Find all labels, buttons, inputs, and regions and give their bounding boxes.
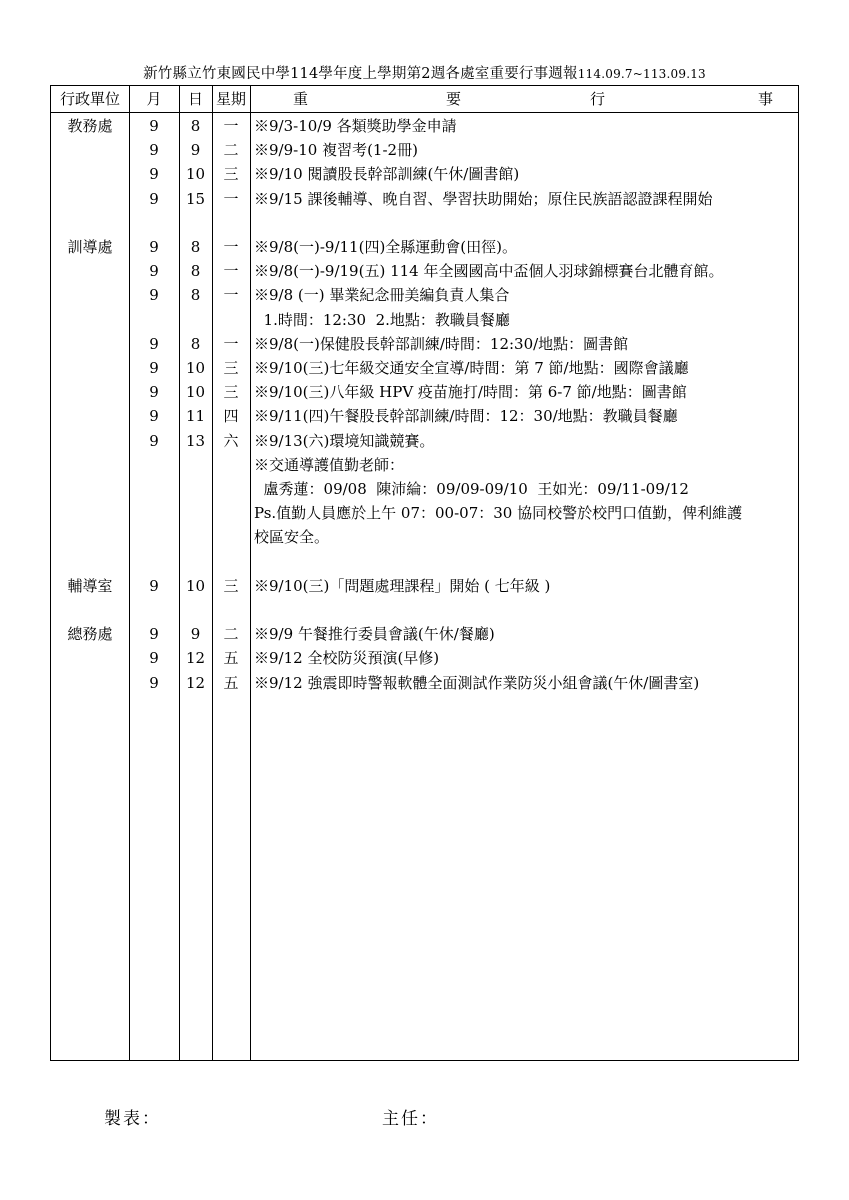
row-month [129, 525, 179, 549]
row-unit [51, 477, 129, 501]
row-weekday: 一 [223, 334, 239, 353]
row-weekday [212, 598, 250, 622]
header-unit: 行政單位 [59, 90, 120, 108]
row-day: 8 [190, 334, 201, 353]
row-month: 9 [149, 407, 159, 426]
row-unit [51, 550, 129, 574]
row-weekday: 一 [223, 117, 239, 135]
row-month: 9 [149, 576, 159, 595]
prepared-by-label: 製表： [104, 1109, 161, 1129]
row-day [179, 453, 212, 477]
row-day: 10 [185, 576, 206, 595]
row-event: ※9/8 (一) 畢業紀念冊美編負責人集合 [254, 286, 510, 305]
row-unit [51, 356, 129, 380]
header-event [251, 86, 800, 112]
schedule-table [50, 85, 799, 1061]
row-month: 9 [149, 286, 159, 305]
row-month [129, 501, 179, 525]
row-month [129, 477, 179, 501]
row-unit: 輔導室 [67, 576, 113, 595]
row-event: ※9/3-10/9 各類獎助學金申請 [254, 117, 457, 135]
header-divider [51, 112, 798, 113]
row-unit [51, 211, 129, 235]
row-unit [51, 162, 129, 186]
row-event: ※9/9 午餐推行委員會議(午休/餐廳) [254, 625, 495, 644]
row-event: ※9/12 全校防災預演(早修) [254, 649, 440, 668]
row-month [129, 308, 179, 332]
row-unit [51, 283, 129, 307]
row-day: 10 [185, 165, 206, 184]
row-day [179, 550, 212, 574]
row-event: 校區安全。 [254, 528, 330, 547]
row-month: 9 [149, 649, 159, 668]
row-weekday: 三 [223, 165, 239, 184]
row-weekday: 一 [223, 262, 239, 281]
row-month [129, 211, 179, 235]
row-day: 9 [190, 141, 201, 160]
row-event: ※9/9-10 複習考(1-2冊) [254, 141, 418, 160]
row-day: 8 [190, 117, 201, 135]
row-day: 8 [190, 262, 201, 281]
row-weekday [212, 477, 250, 501]
row-weekday [212, 211, 250, 235]
row-day: 12 [185, 673, 206, 692]
row-month [129, 453, 179, 477]
row-weekday: 二 [223, 625, 239, 644]
row-day [179, 308, 212, 332]
row-weekday: 四 [223, 407, 239, 426]
row-event: ※交通導護值勤老師： [254, 455, 405, 474]
row-event: 盧秀蓮：09/08 陳沛綸：09/09-09/10 王如光：09/11-09/12 [254, 480, 689, 498]
row-day [179, 211, 212, 235]
row-weekday: 一 [223, 238, 239, 256]
header-event-char: 要 [446, 90, 462, 108]
director-label: 主任： [382, 1109, 439, 1129]
row-event: ※9/8(一)-9/19(五) 114 年全國國高中盃個人羽球錦標賽台北體育館。 [254, 262, 724, 281]
row-unit: 教務處 [67, 117, 113, 135]
row-month: 9 [149, 262, 159, 281]
row-day: 10 [185, 383, 206, 402]
header-event-char: 事 [758, 90, 774, 108]
row-weekday [212, 453, 250, 477]
row-unit: 總務處 [67, 625, 113, 644]
row-unit: 訓導處 [67, 238, 113, 256]
row-day: 8 [190, 238, 201, 256]
row-day: 9 [190, 625, 201, 644]
row-unit [51, 429, 129, 453]
row-unit [51, 308, 129, 332]
row-unit [51, 501, 129, 525]
row-unit [51, 259, 129, 283]
row-weekday: 一 [223, 189, 239, 208]
row-month: 9 [149, 189, 159, 208]
row-month: 9 [149, 165, 159, 184]
row-unit [51, 187, 129, 211]
header-weekday: 星期 [215, 90, 246, 108]
report-title [50, 62, 799, 83]
row-weekday: 三 [223, 576, 239, 595]
row-weekday: 三 [223, 383, 239, 402]
row-day: 10 [185, 359, 206, 377]
column-divider [250, 86, 251, 1060]
row-month: 9 [149, 238, 159, 256]
row-event: ※9/10(三)八年級 HPV 疫苗施打/時間：第 6-7 節/地點：圖書館 [254, 383, 687, 402]
row-day [179, 598, 212, 622]
row-weekday [212, 501, 250, 525]
row-event: ※9/15 課後輔導、晚自習、學習扶助開始；原住民族語認證課程開始 [254, 189, 713, 208]
row-event: ※9/12 強震即時警報軟體全面測試作業防災小組會議(午休/圖書室) [254, 673, 700, 692]
row-day: 13 [185, 431, 206, 450]
row-weekday [212, 308, 250, 332]
row-event: Ps.值勤人員應於上午 07：00-07：30 協同校警於校門口值勤，俾利維護 [254, 504, 743, 523]
row-event [254, 598, 798, 622]
row-day [179, 525, 212, 549]
row-unit [51, 671, 129, 695]
row-event: 1.時間：12:30 2.地點：教職員餐廳 [254, 310, 510, 329]
row-unit [51, 525, 129, 549]
row-unit [51, 332, 129, 356]
row-unit [51, 598, 129, 622]
row-unit [51, 404, 129, 428]
row-event: ※9/11(四)午餐股長幹部訓練/時間：12：30/地點：教職員餐廳 [254, 407, 678, 426]
row-weekday: 五 [223, 649, 239, 668]
row-month [129, 550, 179, 574]
row-month: 9 [149, 383, 159, 402]
row-day [179, 477, 212, 501]
row-weekday [212, 550, 250, 574]
row-day: 12 [185, 649, 206, 668]
row-day: 15 [185, 189, 206, 208]
report-date-range: 114.09.7~113.09.13 [577, 67, 706, 81]
row-event: ※9/13(六)環境知識競賽。 [254, 431, 435, 450]
row-event: ※9/10 閱讀股長幹部訓練(午休/圖書館) [254, 165, 520, 184]
row-day: 8 [190, 286, 201, 305]
row-unit [51, 453, 129, 477]
row-month [129, 598, 179, 622]
report-title-text: 新竹縣立竹東國民中學114學年度上學期第2週各處室重要行事週報 [143, 66, 578, 82]
row-weekday [212, 525, 250, 549]
row-month: 9 [149, 141, 159, 160]
row-event: ※9/8(一)保健股長幹部訓練/時間：12:30/地點：圖書館 [254, 334, 629, 353]
row-event: ※9/10(三)七年級交通安全宣導/時間：第 7 節/地點：國際會議廳 [254, 359, 689, 377]
row-weekday: 一 [223, 286, 239, 305]
row-month: 9 [149, 673, 159, 692]
row-month: 9 [149, 117, 159, 135]
row-event [254, 550, 798, 574]
row-weekday: 五 [223, 673, 239, 692]
row-event: ※9/8(一)-9/11(四)全縣運動會(田徑)。 [254, 238, 518, 256]
header-month: 月 [146, 90, 162, 108]
row-month: 9 [149, 625, 159, 644]
row-weekday: 三 [223, 359, 239, 377]
row-event: ※9/10(三)「問題處理課程」開始 ( 七年級 ) [254, 576, 551, 595]
row-month: 9 [149, 431, 159, 450]
header-event-char: 行 [590, 90, 606, 108]
row-unit [51, 380, 129, 404]
row-weekday: 二 [223, 141, 239, 160]
row-day [179, 501, 212, 525]
row-unit [51, 138, 129, 162]
row-unit [51, 646, 129, 670]
header-event-char: 重 [293, 90, 309, 108]
row-weekday: 六 [223, 431, 239, 450]
row-day: 11 [185, 407, 206, 426]
header-day: 日 [187, 90, 203, 108]
row-event [254, 211, 798, 235]
row-month: 9 [149, 359, 159, 377]
row-month: 9 [149, 334, 159, 353]
